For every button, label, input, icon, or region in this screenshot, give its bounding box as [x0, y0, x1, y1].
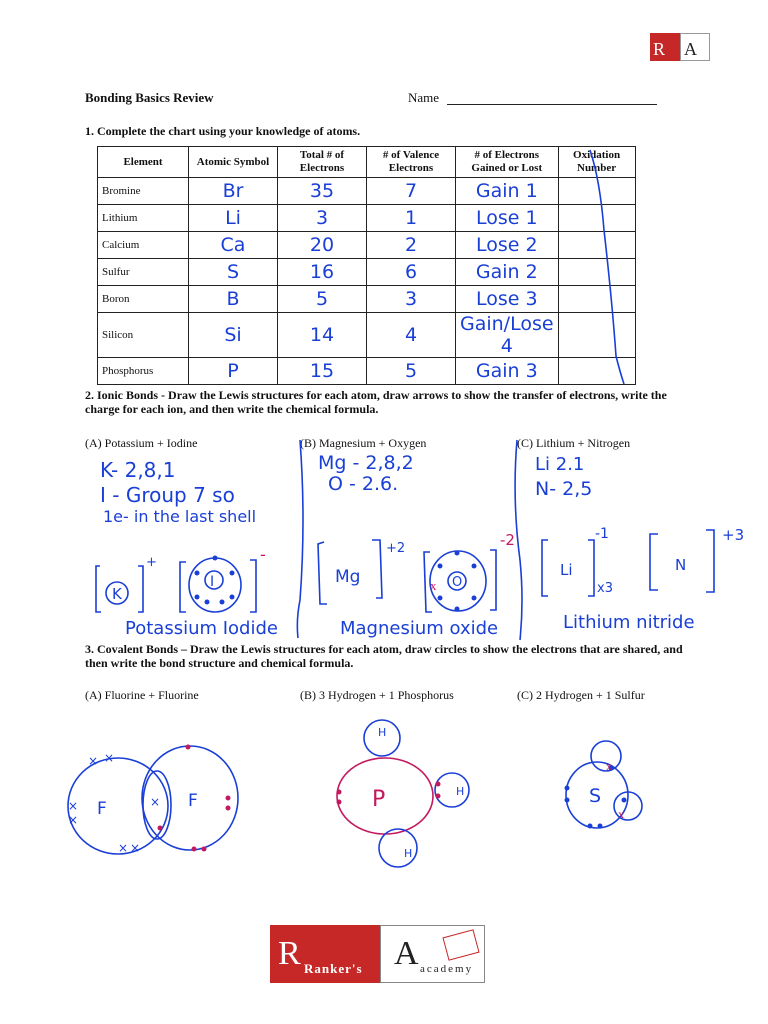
symbol-cell[interactable]: Li: [189, 205, 278, 232]
q3b-electrons: [337, 782, 441, 805]
symbol-cell[interactable]: P: [189, 358, 278, 385]
q3a-atom2: F: [188, 791, 198, 811]
col-oxidation: Oxidation Number: [558, 147, 635, 178]
q2b-compound-name: Magnesium oxide: [340, 618, 499, 639]
q3c-label: (C) 2 Hydrogen + 1 Sulfur: [517, 688, 645, 702]
q3a-label: (A) Fluorine + Fluorine: [85, 688, 199, 702]
gained-lost-cell[interactable]: Lose 2: [456, 232, 559, 259]
col-gained-lost: # of Electrons Gained or Lost: [456, 147, 559, 178]
q2b-note1: Mg - 2,8,2: [318, 452, 414, 474]
q2c-charge1: -1: [595, 526, 609, 542]
q2c-ion1: Li: [560, 561, 573, 579]
svg-text:×: ×: [68, 813, 79, 827]
svg-text:×: ×: [88, 754, 99, 768]
q2a-note1: K- 2,8,1: [100, 458, 176, 482]
q3b-center: P: [372, 787, 386, 812]
page-title: Bonding Basics Review: [85, 90, 214, 105]
gained-lost-cell[interactable]: Lose 1: [456, 205, 559, 232]
q2a-charge1: +: [146, 555, 157, 570]
svg-text:×: ×: [68, 799, 79, 813]
q2a-note2: I - Group 7 so: [100, 483, 235, 507]
svg-text:×: ×: [104, 751, 115, 765]
q3-prompt: 3. Covalent Bonds – Draw the Lewis structures for each atom, draw circles to show the electrons that are shared, and then write the bond structure and chemical formula.: [85, 642, 683, 670]
valence-cell[interactable]: 3: [367, 286, 456, 313]
col-element: Element: [98, 147, 189, 178]
col-symbol: Atomic Symbol: [189, 147, 278, 178]
q2a-charge2: -: [260, 545, 266, 564]
transfer-mark: x: [430, 578, 437, 593]
element-cell: Sulfur: [98, 259, 189, 286]
symbol-cell[interactable]: Si: [189, 313, 278, 358]
gained-lost-cell[interactable]: Gain/Lose 4: [456, 313, 559, 358]
q2c-compound-name: Lithium nitride: [563, 612, 695, 633]
valence-cell[interactable]: 2: [367, 232, 456, 259]
svg-text:×: ×: [130, 841, 141, 855]
transfer-mark: x: [618, 807, 624, 821]
gained-lost-cell[interactable]: Gain 3: [456, 358, 559, 385]
q3b-h2: H: [456, 785, 465, 798]
element-cell: Silicon: [98, 313, 189, 358]
element-cell: Bromine: [98, 178, 189, 205]
q3a-atom1: F: [97, 799, 107, 819]
valence-cell[interactable]: 1: [367, 205, 456, 232]
symbol-cell[interactable]: S: [189, 259, 278, 286]
col-valence: # of Valence Electrons: [367, 147, 456, 178]
oxidation-column-line: [590, 150, 624, 384]
q2b-ion1: Mg: [335, 567, 361, 587]
gained-lost-cell[interactable]: Lose 3: [456, 286, 559, 313]
ranker-academy-logo-large: R Ranker's A academy: [270, 925, 485, 983]
total-cell[interactable]: 5: [278, 286, 367, 313]
q2a-note3: 1e- in the last shell: [103, 507, 257, 526]
q2c-note2: N- 2,5: [535, 478, 593, 500]
q3b-lewis: [337, 720, 469, 867]
q3c-lewis: [566, 741, 642, 828]
name-label: Name: [408, 90, 440, 105]
q3b-h1: H: [378, 726, 387, 739]
q2a-ion1: K: [112, 585, 122, 603]
q2c-ion2: N: [675, 556, 687, 574]
valence-cell[interactable]: 6: [367, 259, 456, 286]
q3b-h3: H: [404, 847, 413, 860]
total-cell[interactable]: 15: [278, 358, 367, 385]
element-cell: Phosphorus: [98, 358, 189, 385]
valence-cell[interactable]: 4: [367, 313, 456, 358]
q2a-compound-name: Potassium Iodide: [125, 618, 278, 639]
q3c-center: S: [589, 785, 602, 807]
total-cell[interactable]: 14: [278, 313, 367, 358]
ranker-academy-logo-small: R A: [650, 33, 710, 61]
q1-prompt: 1. Complete the chart using your knowledge of atoms.: [85, 124, 361, 138]
element-cell: Calcium: [98, 232, 189, 259]
q2c-charge2: +3: [722, 526, 745, 544]
q2a-label: (A) Potassium + Iodine: [85, 436, 198, 450]
total-cell[interactable]: 16: [278, 259, 367, 286]
gained-lost-cell[interactable]: Gain 1: [456, 178, 559, 205]
q3b-label: (B) 3 Hydrogen + 1 Phosphorus: [300, 688, 454, 702]
q2c-subscript: x3: [597, 581, 613, 596]
transfer-mark: x: [606, 759, 612, 773]
q2b-charge1: +2: [386, 541, 406, 556]
svg-text:×: ×: [118, 841, 129, 855]
valence-cell[interactable]: 5: [367, 358, 456, 385]
q2b-ion2: O: [452, 575, 463, 590]
valence-cell[interactable]: 7: [367, 178, 456, 205]
symbol-cell[interactable]: Br: [189, 178, 278, 205]
q2b-charge2: -2: [500, 531, 515, 549]
gained-lost-cell[interactable]: Gain 2: [456, 259, 559, 286]
symbol-cell[interactable]: B: [189, 286, 278, 313]
q2c-note1: Li 2.1: [535, 454, 585, 475]
svg-text:×: ×: [150, 795, 161, 809]
q2c-label: (C) Lithium + Nitrogen: [517, 436, 631, 450]
total-cell[interactable]: 20: [278, 232, 367, 259]
divider-line: [297, 440, 303, 638]
q2b-note2: O - 2.6.: [328, 473, 399, 495]
total-cell[interactable]: 3: [278, 205, 367, 232]
col-total: Total # of Electrons: [278, 147, 367, 178]
element-cell: Boron: [98, 286, 189, 313]
symbol-cell[interactable]: Ca: [189, 232, 278, 259]
total-cell[interactable]: 35: [278, 178, 367, 205]
divider-line: [515, 440, 522, 640]
q2b-label: (B) Magnesium + Oxygen: [300, 436, 427, 450]
q2-prompt: 2. Ionic Bonds - Draw the Lewis structures for each atom, draw arrows to show the transfer of electrons, write the charge for each ion, and then write the chemical formula.: [85, 388, 667, 416]
element-cell: Lithium: [98, 205, 189, 232]
q2a-ion2: I: [210, 574, 215, 590]
